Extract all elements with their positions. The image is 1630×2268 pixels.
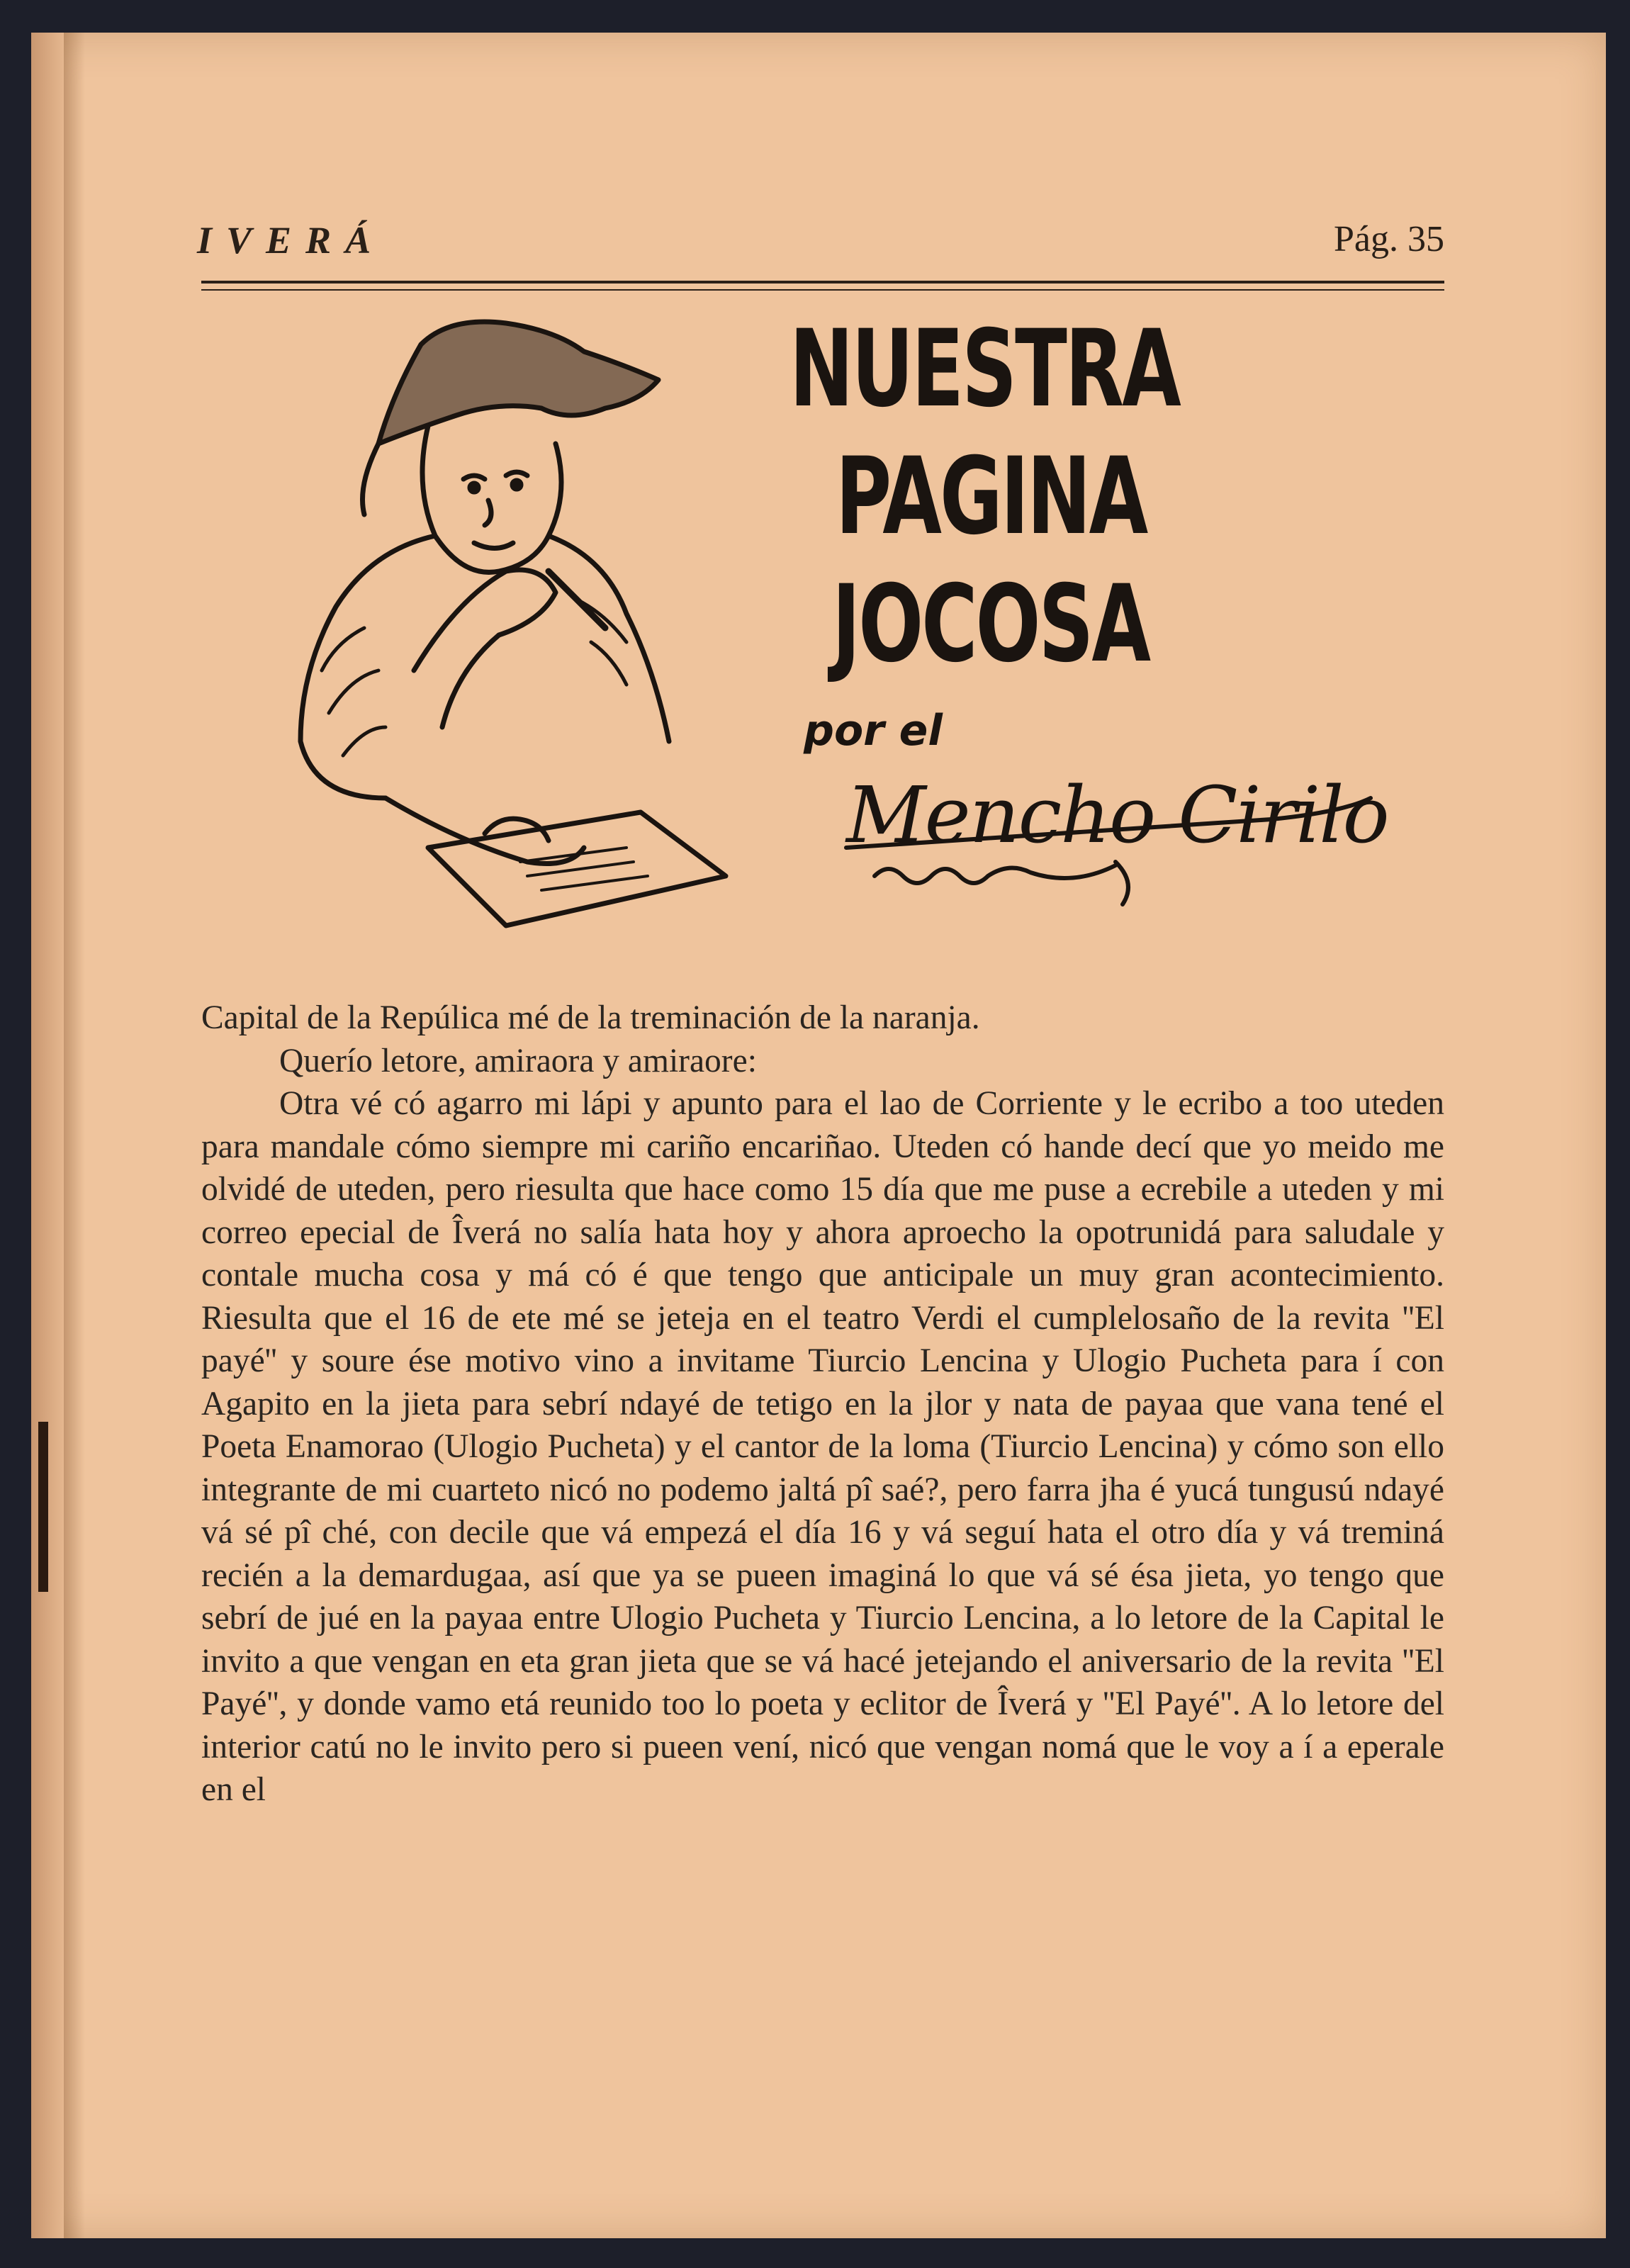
author-signature: Mencho Cirilo — [846, 770, 1388, 860]
article-dateline: Capital de la Repúlica mé de la treminación de la naranja. — [201, 999, 980, 1036]
binding-mark — [38, 1422, 48, 1592]
headline-line-2: PAGINA — [836, 435, 1147, 558]
page-number: Pág. 35 — [1334, 219, 1444, 259]
magazine-page — [31, 33, 1606, 2238]
header-rule — [201, 281, 1444, 284]
article-body — [201, 997, 1444, 1812]
article-paragraph: Otra vé có agarro mi lápi y apunto para el lao de Corriente y le ecribo a too uteden para mandale cómo siempre mi cariño encariñao. Uteden có hande decí que yo meido me olvidé de uteden, pero riesulta que hace como 15 día que me puse a ecrebile a uteden y mi correo epecial de Îverá no salía hata hoy y ahora aproecho la opotrunidá para saludale y contale mucha cosa y má có é que tengo que anticipale un muy gran acontecimiento. Riesulta que el 16 de ete mé se jeteja en el teatro Verdi el cumplelosaño de la revita ''El payé'' y soure ése motivo vino a invitame Tiurcio Lencina y Ulogio Pucheta para í con Agapito en la jieta para sebrí ndayé de tetigo en la jlor y nata de payaa que vana tené el Poeta Enamorao (Ulogio Pucheta) y el cantor de la loma (Tiurcio Lencina) y cómo son ello integrante de mi cuarteto nicó no podemo jaltá pî saé?, pero farra jha é yucá tungusú ndayé vá sé pî ché, con decile que vá empezá el día 16 y vá seguí hata el otro día y vá treminá recién a la demardugaa, así que ya se pueen imaginá lo que vá sé ésa jieta, yo tengo que sebrí de jué en la payaa entre Ulogio Pucheta y Tiurcio Lencina, a lo letore de la Capital le invito a que vengan en eta gran jieta que se vá hacé jetejando el aniversario de la revita ''El Payé'', y donde vamo etá reunido too lo poeta y eclitor de Îverá y ''El Payé''. A lo letore del interior catú no le invito pero si pueen vení, nicó que vengan nomá que le voy a í a eperale en el — [201, 1085, 1444, 1808]
article-salutation: Querío letore, amiraora y amiraore: — [279, 1042, 757, 1079]
boy-writing-illustration — [272, 302, 811, 961]
header-rule-thin — [201, 289, 1444, 291]
headline-line-1: NUESTRA — [789, 308, 1179, 431]
headline-line-3: JOCOSA — [832, 563, 1150, 686]
page-spine — [31, 33, 64, 2238]
spine-shadow — [64, 33, 85, 2238]
byline-prefix: por el — [804, 706, 943, 756]
page-header — [169, 190, 1444, 262]
running-title: IVERÁ — [197, 219, 386, 262]
